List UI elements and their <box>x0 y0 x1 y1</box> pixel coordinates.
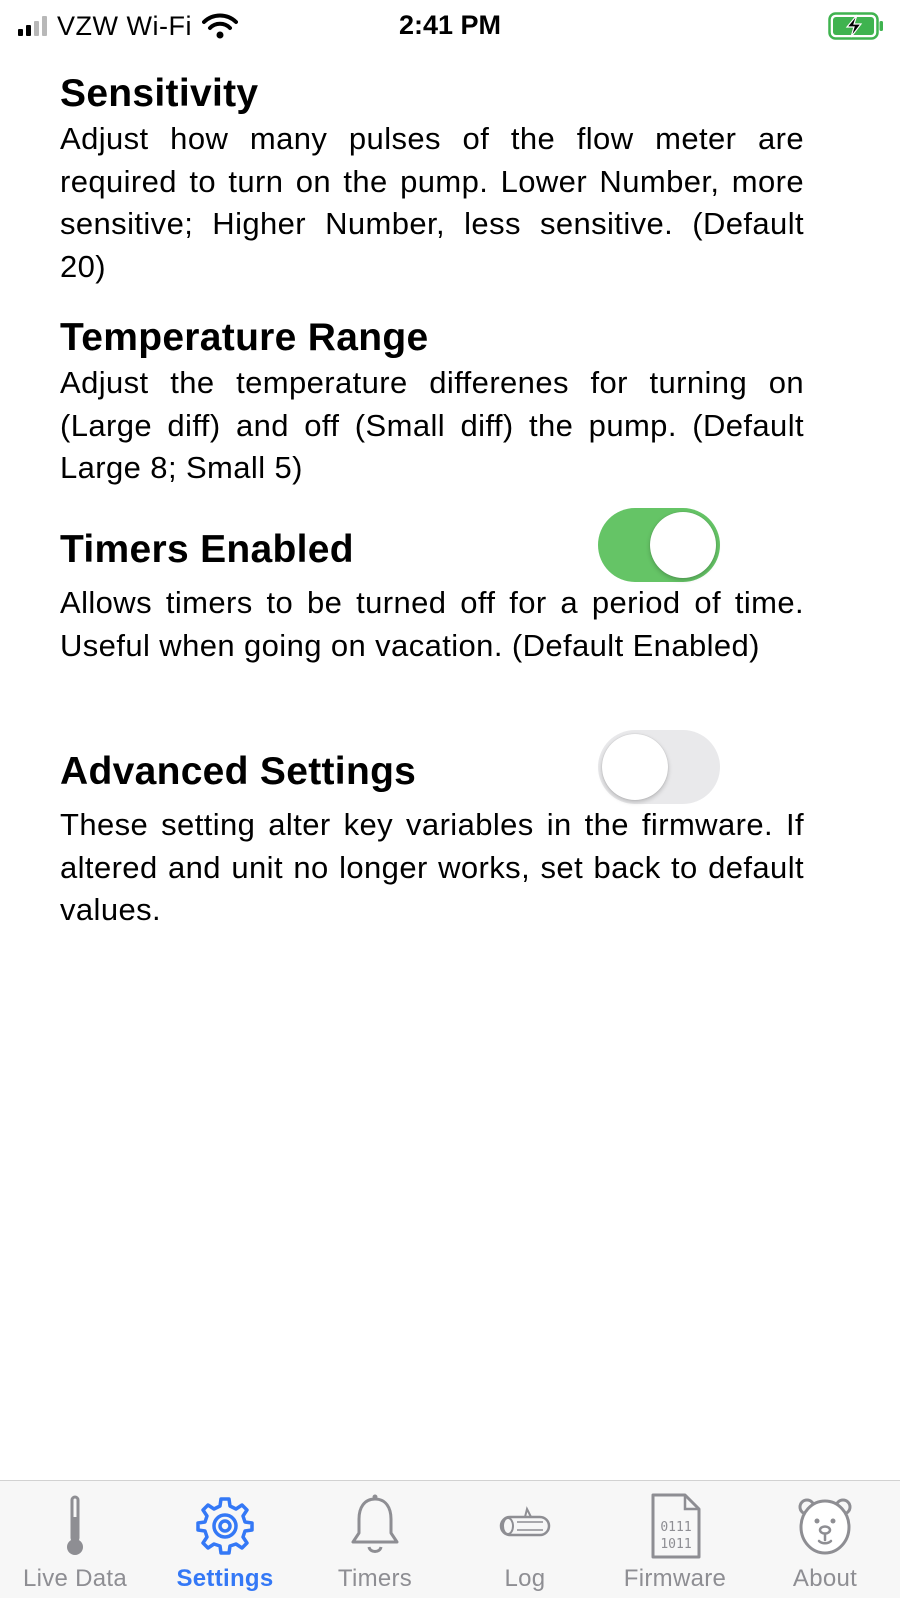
tab-label: Timers <box>337 1565 413 1592</box>
bear-icon <box>795 1493 855 1559</box>
tab-bar <box>0 1480 900 1598</box>
section-title: Temperature Range <box>60 316 429 359</box>
binary-file-icon <box>645 1493 705 1559</box>
svg-text:0111: 0111 <box>660 1520 692 1535</box>
advanced-settings-toggle[interactable] <box>598 730 720 804</box>
gear-icon <box>195 1493 255 1559</box>
temperature-range-section[interactable] <box>60 314 804 490</box>
section-description: These setting alter key variables in the firmware. If altered and unit no longer works, set back to default values. <box>60 807 804 927</box>
tab-label: Live Data <box>22 1565 128 1592</box>
section-title: Sensitivity <box>60 72 259 115</box>
toggle-knob <box>650 512 716 578</box>
bell-icon <box>345 1493 405 1559</box>
tab-settings[interactable] <box>150 1481 300 1598</box>
timers-enabled-toggle[interactable] <box>598 508 720 582</box>
svg-text:1011: 1011 <box>660 1537 692 1552</box>
section-description: Adjust how many pulses of the flow meter are required to turn on the pump. Lower Number, more sensitive; Higher Number, less sensitive. (Default 20) <box>60 121 804 284</box>
tab-live-data[interactable] <box>0 1481 150 1598</box>
section-description: Adjust the temperature differenes for turning on (Large diff) and off (Small diff) the pump. (Default Large 8; Small 5) <box>60 365 804 485</box>
section-description: Allows timers to be turned off for a period of time. Useful when going on vacation. (Default Enabled) <box>60 585 804 663</box>
timers-enabled-section <box>60 526 804 667</box>
advanced-settings-section <box>60 748 804 932</box>
toggle-knob <box>602 734 668 800</box>
tab-firmware[interactable] <box>600 1481 750 1598</box>
log-icon <box>495 1493 555 1559</box>
carrier-label: VZW Wi-Fi <box>57 10 192 41</box>
sensitivity-section[interactable] <box>60 70 804 288</box>
status-time: 2:41 PM <box>398 10 502 40</box>
tab-about[interactable] <box>750 1481 900 1598</box>
tab-label: Log <box>504 1565 546 1592</box>
section-title: Timers Enabled <box>60 528 354 571</box>
tab-label: Firmware <box>623 1565 727 1592</box>
tab-timers[interactable] <box>300 1481 450 1598</box>
tab-label: About <box>792 1565 858 1592</box>
section-title: Advanced Settings <box>60 750 417 793</box>
thermometer-icon <box>45 1493 105 1559</box>
status-bar <box>0 0 900 52</box>
tab-label: Settings <box>176 1565 274 1592</box>
tab-log[interactable] <box>450 1481 600 1598</box>
battery-charging-icon <box>828 12 884 40</box>
